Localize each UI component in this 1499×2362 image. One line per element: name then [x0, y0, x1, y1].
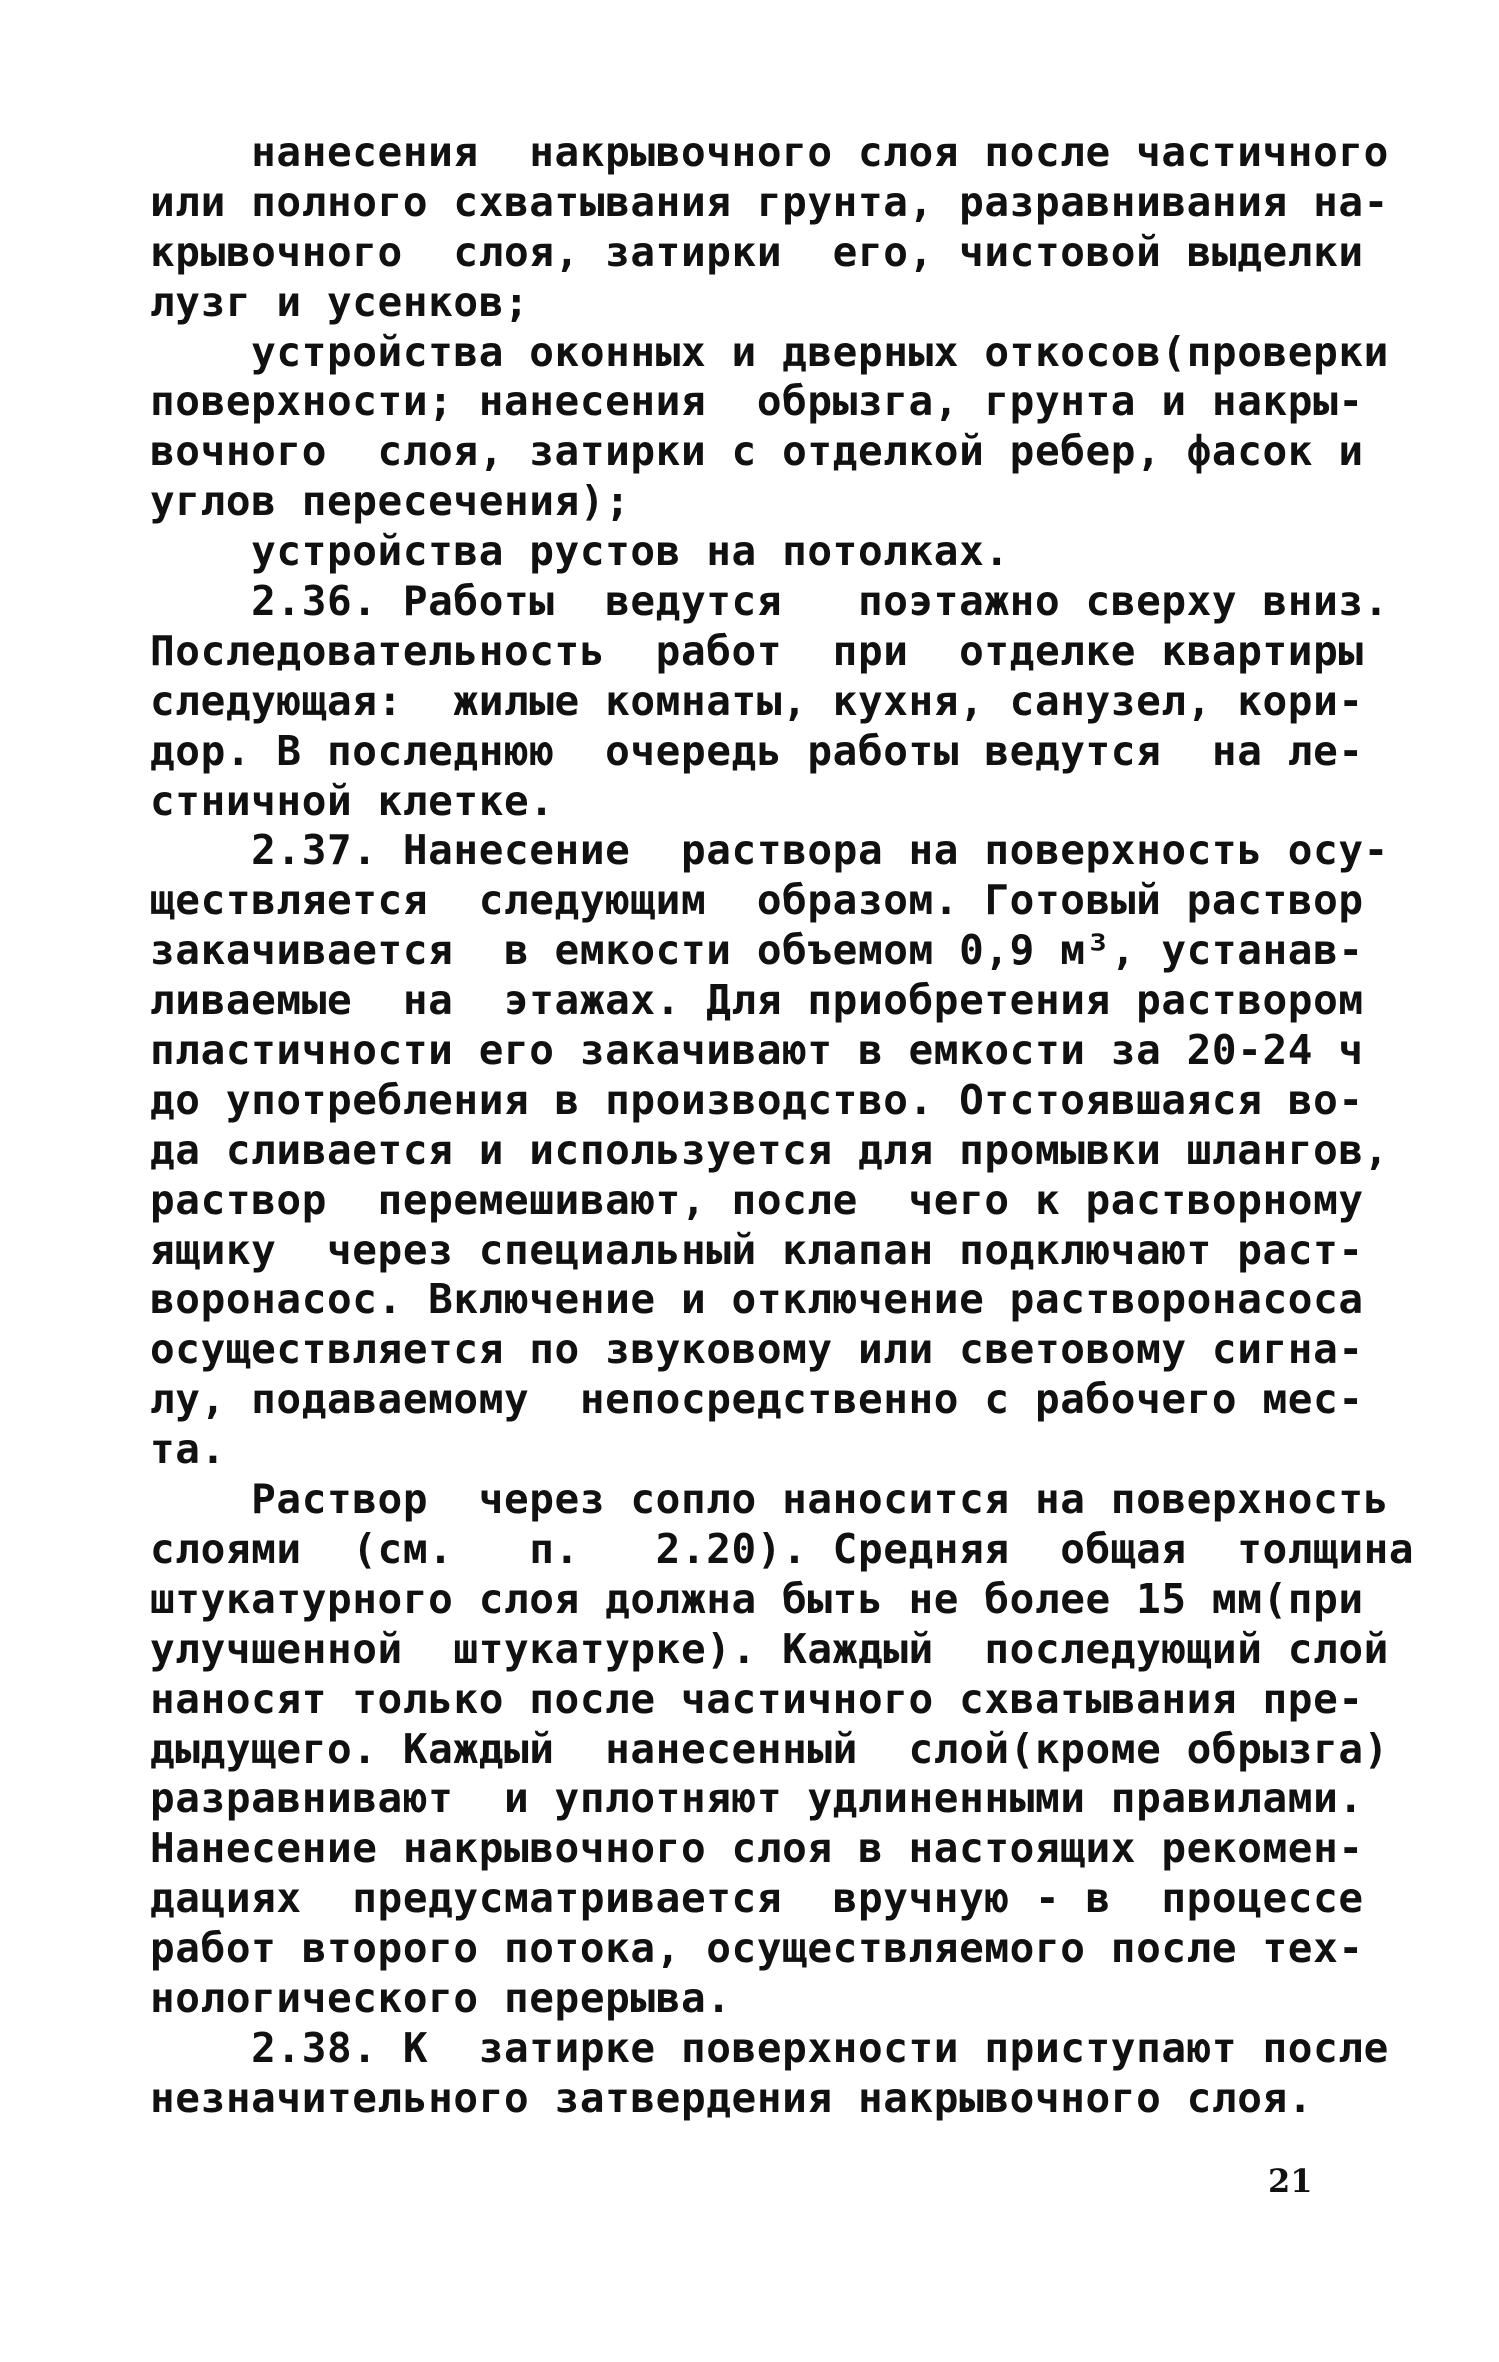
text-line: стничной клетке. [150, 776, 555, 825]
text-line: лу, подаваемому непосредственно с рабочего мес- [150, 1375, 1364, 1424]
text-line: 2.38. К затирке поверхности приступают после [150, 2023, 1389, 2072]
text-line: наносят только после частичного схватывания пре- [150, 1674, 1364, 1723]
text-line: воронасос. Включение и отключение растворонасоса [150, 1275, 1364, 1324]
text-line: устройства рустов на потолках. [150, 527, 1010, 576]
text-line: та. [150, 1425, 226, 1474]
body-text [150, 128, 1415, 2124]
page-number: 21 [1268, 2162, 1313, 2200]
text-line: дациях предусматривается вручную - в процессе [150, 1874, 1364, 1923]
text-line: работ второго потока, осуществляемого после тех- [150, 1924, 1364, 1973]
text-line: Раствор через сопло наносится на поверхность [150, 1475, 1389, 1524]
text-line: да сливается и используется для промывки шлангов, [150, 1125, 1389, 1174]
text-line: поверхности; нанесения обрызга, грунта и накры- [150, 377, 1364, 426]
text-line: ливаемые на этажах. Для приобретения раствором [150, 976, 1364, 1025]
text-line: ящику через специальный клапан подключают раст- [150, 1225, 1364, 1274]
text-line: или полного схватывания грунта, разравнивания на- [150, 177, 1389, 226]
text-line: незначительного затвердения накрывочного слоя. [150, 2073, 1314, 2122]
text-line: Последовательность работ при отделке квартиры [150, 626, 1364, 675]
text-line: нологического перерыва. [150, 1973, 732, 2022]
text-line: ществляется следующим образом. Готовый раствор [150, 876, 1364, 925]
text-line: лузг и усенков; [150, 277, 530, 326]
text-line: осуществляется по звуковому или световому сигна- [150, 1325, 1364, 1374]
text-line: раствор перемешивают, после чего к растворному [150, 1175, 1364, 1224]
text-line: углов пересечения); [150, 477, 631, 526]
text-line: до употребления в производство. Отстоявшаяся во- [150, 1075, 1364, 1124]
text-line: пластичности его закачивают в емкости за 20-24 ч [150, 1026, 1364, 1075]
text-line: слоями (см. п. 2.20). Средняя общая толщина [150, 1524, 1415, 1573]
text-line: 2.37. Нанесение раствора на поверхность осу- [150, 826, 1389, 875]
text-line: разравнивают и уплотняют удлиненными правилами. [150, 1774, 1364, 1823]
text-line: дыдущего. Каждый нанесенный слой(кроме обрызга) [150, 1724, 1389, 1773]
text-line: нанесения накрывочного слоя после частичного [150, 128, 1389, 176]
text-line: вочного слоя, затирки с отделкой ребер, фасок и [150, 427, 1364, 476]
text-line: устройства оконных и дверных откосов(проверки [150, 327, 1389, 376]
text-line: закачивается в емкости объемом 0,9 м³, устанав- [150, 926, 1364, 975]
text-line: крывочного слоя, затирки его, чистовой выделки [150, 227, 1364, 276]
text-line: дор. В последнюю очередь работы ведутся на ле- [150, 726, 1364, 775]
text-line: штукатурного слоя должна быть не более 15 мм(при [150, 1574, 1364, 1623]
text-line: 2.36. Работы ведутся поэтажно сверху вниз. [150, 577, 1389, 626]
text-line: Нанесение накрывочного слоя в настоящих рекомен- [150, 1824, 1364, 1873]
text-line: улучшенной штукатурке). Каждый последующий слой [150, 1624, 1389, 1673]
text-line: следующая: жилые комнаты, кухня, санузел, кори- [150, 676, 1364, 725]
